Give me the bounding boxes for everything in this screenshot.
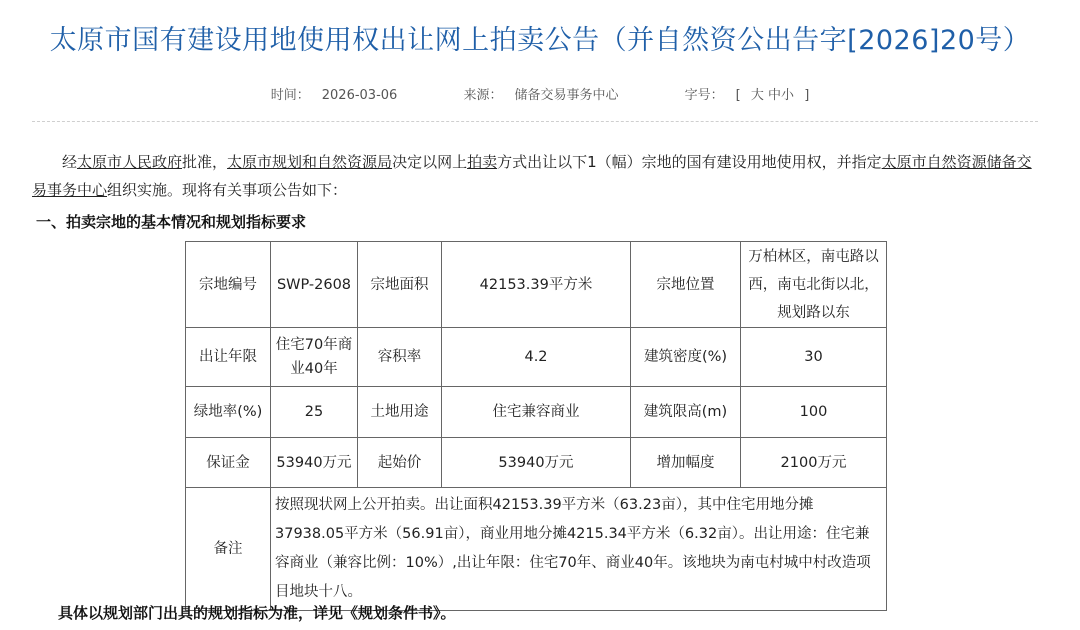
page-title: 太原市国有建设用地使用权出让网上拍卖公告（并自然资公出告字[2026]20号）	[49, 25, 1031, 56]
intro-text: 批准，	[182, 153, 228, 171]
font-size-control	[679, 88, 816, 103]
table-cell: 保证金	[186, 438, 271, 488]
section-heading: 一、拍卖宗地的基本情况和规划指标要求	[36, 213, 307, 231]
remark-label: 备注	[186, 488, 271, 611]
table-cell: 住宅兼容商业	[442, 387, 631, 438]
table-cell: 住宅70年商业40年	[271, 328, 358, 387]
table-row	[186, 488, 887, 611]
source-label: 来源：	[463, 88, 503, 103]
table-cell: 宗地位置	[631, 242, 741, 328]
table-row	[186, 438, 887, 488]
table-cell: 建筑限高(m)	[631, 387, 741, 438]
table-cell: 宗地编号	[186, 242, 271, 328]
table-cell: 土地用途	[358, 387, 442, 438]
time-value: 2026-03-06	[321, 88, 398, 103]
table-cell: 建筑密度(%)	[631, 328, 741, 387]
table-cell: 容积率	[358, 328, 442, 387]
table-cell: 增加幅度	[631, 438, 741, 488]
table-cell: SWP-2608	[271, 242, 358, 328]
table-cell: 4.2	[442, 328, 631, 387]
font-size-label: 字号：	[684, 88, 724, 103]
parcel-info-table	[185, 241, 887, 611]
font-size-small-link[interactable]: 小	[781, 88, 795, 103]
table-cell: 100	[741, 387, 887, 438]
footer-note: 具体以规划部门出具的规划指标为准，详见《规划条件书》。	[58, 604, 456, 622]
table-cell: 53940万元	[271, 438, 358, 488]
remark-text: 按照现状网上公开拍卖。出让面积42153.39平方米（63.23亩），其中住宅用地分摊37938.05平方米（56.91亩），商业用地分摊4215.34平方米（6.32亩）。出让用途：住宅兼容商业（兼容比例：10%）,出让年限：住宅70年、商业40年。该地块为南屯村城中村改造项目地块十八。	[271, 488, 887, 611]
header-divider	[32, 121, 1038, 122]
font-size-close-bracket: ]	[804, 88, 810, 103]
intro-underlined: 太原市自然资源储备交易事务中心	[32, 153, 1032, 199]
font-size-medium-link[interactable]: 中	[768, 88, 782, 103]
table-cell: 出让年限	[186, 328, 271, 387]
table-cell: 宗地面积	[358, 242, 442, 328]
article-meta	[0, 84, 1080, 103]
font-size-large-link[interactable]: 大	[750, 88, 764, 103]
source	[457, 88, 624, 103]
table-cell: 起始价	[358, 438, 442, 488]
intro-text: 经	[62, 153, 78, 171]
table-row	[186, 242, 887, 328]
table-cell: 万柏林区，南屯路以西，南屯北街以北，规划路以东	[741, 242, 887, 328]
table-cell: 绿地率(%)	[186, 387, 271, 438]
table-cell: 25	[271, 387, 358, 438]
intro-paragraph	[32, 148, 1042, 204]
table-row	[186, 328, 887, 387]
table-cell: 30	[741, 328, 887, 387]
publish-time	[265, 88, 404, 103]
table-cell: 42153.39平方米	[442, 242, 631, 328]
time-label: 时间：	[270, 88, 310, 103]
intro-underlined: 太原市规划和自然资源局	[227, 153, 393, 171]
source-value: 储备交易事务中心	[514, 88, 619, 103]
intro-text: 方式出让以下1（幅）宗地的国有建设用地使用权，并指定	[497, 153, 882, 171]
font-size-open-bracket: [	[735, 88, 741, 103]
intro-text: 组织实施。现将有关事项公告如下：	[107, 181, 348, 199]
table-row	[186, 387, 887, 438]
intro-underlined: 太原市人民政府	[77, 153, 183, 171]
intro-text: 决定以网上	[392, 153, 468, 171]
table-cell: 53940万元	[442, 438, 631, 488]
table-cell: 2100万元	[741, 438, 887, 488]
intro-underlined: 拍卖	[467, 153, 498, 171]
